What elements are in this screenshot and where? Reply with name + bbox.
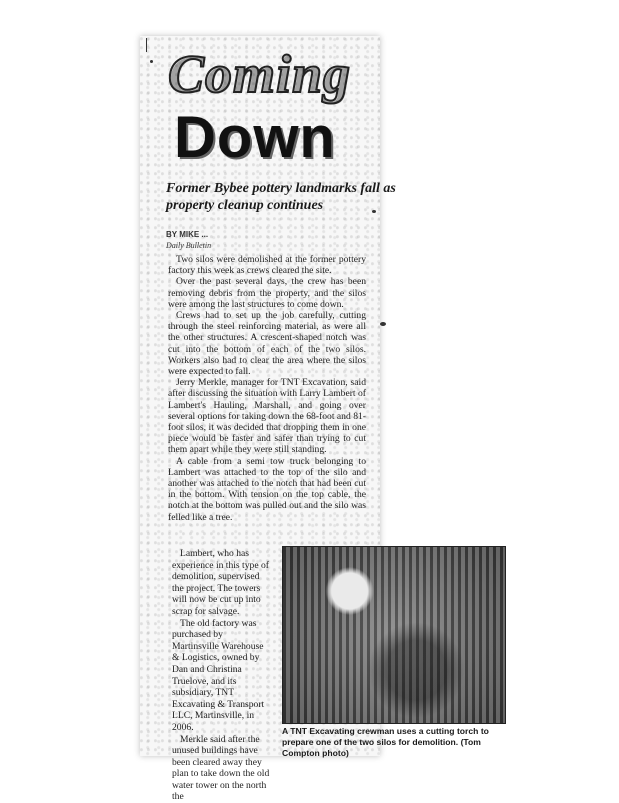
article-body	[168, 254, 366, 523]
demolition-photo	[282, 546, 506, 724]
paragraph: Crews had to set up the job carefully, cutting through the steel reinforcing material, as were all the other structures. A crescent-shaped notch was cut into the bottom of each of the two silos. Workers also had to clear the area where the silos were expected to fall.	[168, 310, 366, 377]
paragraph: Lambert, who has experience in this type of demolition, supervised the project. The towers will now be cut up into scrap for salvage.	[172, 548, 270, 618]
paragraph: Merkle said after the unused buildings have been cleared away they plan to take down the old water tower on the north the	[172, 734, 270, 803]
paragraph: Over the past several days, the crew has been removing debris from the property, and the silos were among the last structures to come down.	[168, 276, 366, 310]
headline-down: Down	[174, 108, 374, 168]
photo-caption: A TNT Excavating crewman uses a cutting torch to prepare one of the two silos for demolition. (Tom Compton photo)	[282, 726, 508, 759]
paragraph: Two silos were demolished at the former pottery factory this week as crews cleared the site.	[168, 254, 366, 276]
paragraph: A cable from a semi tow truck belonging to Lambert was attached to the top of the silo and another was attached to the notch that had been cut in the bottom. With tension on the top cable, the notch at the bottom was pulled out and the silo was felled like a tree.	[168, 456, 366, 523]
scan-speck	[380, 322, 386, 326]
paragraph: The old factory was purchased by Martinsville Warehouse & Logistics, owned by Dan and Christina Truelove, and its subsidiary, TNT Excavating & Transport LLC, Martinsville, in 2006.	[172, 618, 270, 734]
subheadline: Former Bybee pottery landmarks fall as property cleanup continues	[166, 180, 396, 214]
scan-speck	[372, 210, 376, 213]
article-narrow-column	[172, 548, 270, 803]
byline: BY MIKE ...	[166, 230, 306, 239]
paragraph: Jerry Merkle, manager for TNT Excavation, said after discussing the situation with Larry Lambert of Lambert's Hauling, Marshall, and going over several options for taking down the 68-foot and 81-foot silos, it was decided that dropping them in one piece would be faster and safer than trying to cut them apart while they were still standing.	[168, 377, 366, 455]
headline-coming: Coming	[168, 44, 378, 104]
crop-mark	[146, 38, 147, 52]
scan-speck	[150, 60, 153, 63]
byline-title: Daily Bulletin	[166, 241, 286, 250]
